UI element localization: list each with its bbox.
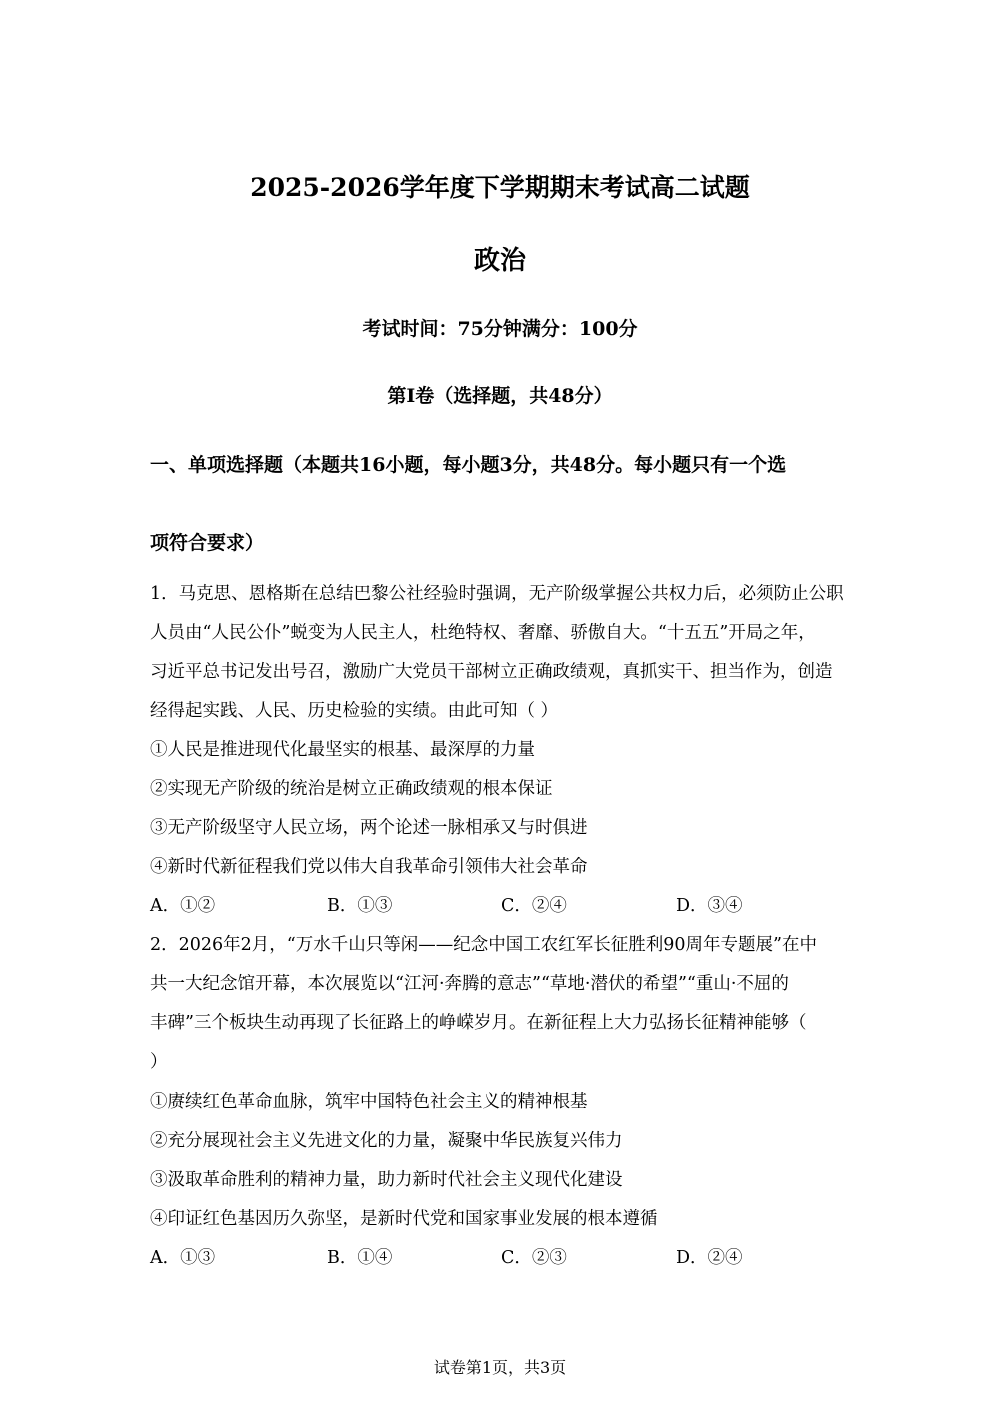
exam-title: 2025-2026学年度下学期期末考试高二试题: [250, 173, 750, 202]
question-2-statement: ②充分展现社会主义先进文化的力量，凝聚中华民族复兴伟力: [150, 1131, 623, 1151]
question-2-statement: ④印证红色基因历久弥坚，是新时代党和国家事业发展的根本遵循: [150, 1209, 658, 1229]
option-b: B．①④: [327, 1248, 393, 1268]
exam-info: 考试时间：75分钟满分：100分: [362, 318, 638, 340]
section-heading: 一、单项选择题（本题共16小题，每小题3分，共48分。每小题只有一个选: [150, 454, 787, 476]
question-1-stem-line: 习近平总书记发出号召，激励广大党员干部树立正确政绩观，真抓实干、担当作为，创造: [150, 662, 833, 682]
question-2-statement: ③汲取革命胜利的精神力量，助力新时代社会主义现代化建设: [150, 1170, 623, 1190]
option-c: C．②④: [501, 896, 567, 916]
question-1-statement: ①人民是推进现代化最坚实的根基、最深厚的力量: [150, 740, 535, 760]
option-a: A．①③: [150, 1248, 216, 1268]
subject-title: 政治: [473, 246, 526, 276]
question-2-stem-line: 2．2026年2月，“万水千山只等闲——纪念中国工农红军长征胜利90周年专题展”在中: [150, 935, 817, 955]
question-1-stem-line: 人员由“人民公仆”蜕变为人民主人，杜绝特权、奢靡、骄傲自大。“十五五”开局之年，: [150, 623, 816, 643]
option-d: D．②④: [676, 1248, 743, 1268]
question-2-stem-line: 丰碑”三个板块生动再现了长征路上的峥嵘岁月。在新征程上大力弘扬长征精神能够（: [150, 1013, 807, 1033]
volume-heading: 第Ⅰ卷（选择题，共48分）: [387, 385, 613, 407]
page-footer: 试卷第1页，共3页: [433, 1358, 567, 1377]
option-d: D．③④: [676, 896, 743, 916]
question-1-statement: ③无产阶级坚守人民立场，两个论述一脉相承又与时俱进: [150, 818, 588, 838]
option-a: A．①②: [150, 896, 216, 916]
question-1-stem-line: 1．马克思、恩格斯在总结巴黎公社经验时强调，无产阶级掌握公共权力后，必须防止公职: [150, 584, 844, 604]
question-1-statement: ④新时代新征程我们党以伟大自我革命引领伟大社会革命: [150, 857, 588, 877]
option-b: B．①③: [327, 896, 393, 916]
question-2-statement: ①赓续红色革命血脉，筑牢中国特色社会主义的精神根基: [150, 1092, 588, 1112]
section-heading-continued: 项符合要求）: [150, 532, 265, 554]
question-1-statement: ②实现无产阶级的统治是树立正确政绩观的根本保证: [150, 779, 553, 799]
question-2-stem-line: 共一大纪念馆开幕，本次展览以“江河·奔腾的意志”“草地·潜伏的希望”“重山·不屈的: [150, 974, 789, 994]
question-1-stem-line: 经得起实践、人民、历史检验的实绩。由此可知（ ）: [150, 701, 559, 721]
option-c: C．②③: [501, 1248, 567, 1268]
question-2-stem-line: ）: [150, 1052, 168, 1072]
